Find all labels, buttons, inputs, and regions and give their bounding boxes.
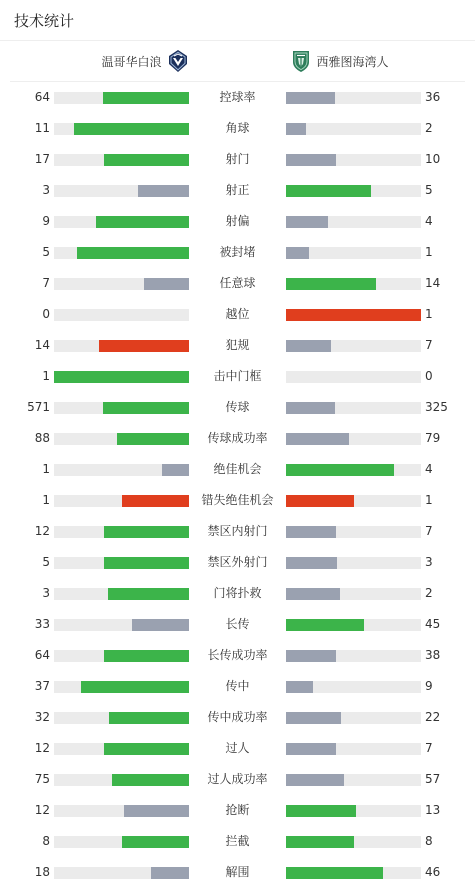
home-bar-track bbox=[54, 309, 189, 321]
away-bar-fill bbox=[286, 526, 336, 538]
home-bar-fill bbox=[77, 247, 189, 259]
away-bar-track bbox=[286, 247, 421, 259]
home-value: 12 bbox=[34, 524, 50, 538]
stat-row bbox=[0, 237, 475, 268]
home-bar-track bbox=[54, 681, 189, 693]
stat-row bbox=[0, 795, 475, 826]
away-value: 9 bbox=[425, 679, 433, 693]
away-value: 1 bbox=[425, 493, 433, 507]
away-bar-track bbox=[286, 185, 421, 197]
stat-label: 传中 bbox=[225, 679, 250, 693]
home-bar-fill bbox=[112, 774, 189, 786]
away-bar-track bbox=[286, 743, 421, 755]
away-bar-track bbox=[286, 495, 421, 507]
away-bar-fill bbox=[286, 867, 383, 879]
stat-row bbox=[0, 609, 475, 640]
stat-row bbox=[0, 113, 475, 144]
away-bar-fill bbox=[286, 402, 335, 414]
home-bar-fill bbox=[54, 371, 189, 383]
home-value: 88 bbox=[34, 431, 50, 445]
stat-label: 传球 bbox=[225, 400, 250, 414]
stat-row bbox=[0, 764, 475, 795]
stat-label: 越位 bbox=[225, 307, 250, 321]
away-bar-fill bbox=[286, 588, 340, 600]
away-bar-fill bbox=[286, 340, 331, 352]
home-bar-track bbox=[54, 92, 189, 104]
home-bar-fill bbox=[103, 92, 189, 104]
home-bar-track bbox=[54, 464, 189, 476]
home-bar-fill bbox=[104, 743, 189, 755]
home-bar-fill bbox=[144, 278, 189, 290]
away-value: 7 bbox=[425, 338, 433, 352]
away-bar-fill bbox=[286, 309, 421, 321]
home-bar-track bbox=[54, 526, 189, 538]
home-bar-fill bbox=[103, 402, 189, 414]
home-value: 1 bbox=[42, 462, 50, 476]
home-bar-track bbox=[54, 743, 189, 755]
home-value: 75 bbox=[34, 772, 50, 786]
stat-row bbox=[0, 392, 475, 423]
home-team[interactable] bbox=[101, 41, 187, 81]
home-bar-fill bbox=[109, 712, 189, 724]
home-value: 37 bbox=[34, 679, 50, 693]
home-bar-track bbox=[54, 278, 189, 290]
header bbox=[0, 0, 475, 41]
home-bar-fill bbox=[122, 495, 190, 507]
stat-row bbox=[0, 826, 475, 857]
home-value: 12 bbox=[34, 803, 50, 817]
home-value: 11 bbox=[34, 121, 50, 135]
stat-row bbox=[0, 857, 475, 888]
away-value: 10 bbox=[425, 152, 441, 166]
away-bar-fill bbox=[286, 278, 376, 290]
away-bar-track bbox=[286, 774, 421, 786]
home-bar-fill bbox=[117, 433, 189, 445]
home-bar-track bbox=[54, 805, 189, 817]
stat-label: 击中门框 bbox=[213, 369, 262, 383]
away-bar-track bbox=[286, 681, 421, 693]
stat-label: 被封堵 bbox=[219, 245, 256, 259]
home-value: 14 bbox=[34, 338, 50, 352]
away-bar-track bbox=[286, 216, 421, 228]
stat-label: 犯规 bbox=[225, 338, 250, 352]
stat-label: 传中成功率 bbox=[207, 710, 268, 724]
away-value: 7 bbox=[425, 524, 433, 538]
home-bar-track bbox=[54, 836, 189, 848]
home-value: 12 bbox=[34, 741, 50, 755]
away-value: 325 bbox=[425, 400, 448, 414]
away-bar-track bbox=[286, 309, 421, 321]
stat-row bbox=[0, 144, 475, 175]
stat-row bbox=[0, 175, 475, 206]
stat-label: 过人成功率 bbox=[207, 772, 268, 786]
home-bar-track bbox=[54, 619, 189, 631]
away-bar-track bbox=[286, 433, 421, 445]
home-bar-track bbox=[54, 340, 189, 352]
stat-label: 任意球 bbox=[219, 276, 256, 290]
away-value: 79 bbox=[425, 431, 441, 445]
home-bar-fill bbox=[108, 588, 189, 600]
stat-label: 拦截 bbox=[225, 834, 250, 848]
away-value: 2 bbox=[425, 586, 433, 600]
away-team-name: 西雅图海湾人 bbox=[316, 54, 389, 69]
away-team[interactable] bbox=[291, 41, 389, 81]
away-value: 5 bbox=[425, 183, 433, 197]
stat-row bbox=[0, 485, 475, 516]
away-bar-track bbox=[286, 402, 421, 414]
home-bar-fill bbox=[99, 340, 189, 352]
stat-row bbox=[0, 361, 475, 392]
stat-row bbox=[0, 547, 475, 578]
away-bar-fill bbox=[286, 433, 349, 445]
home-bar-fill bbox=[104, 650, 189, 662]
stats-list bbox=[0, 82, 475, 888]
away-bar-fill bbox=[286, 495, 354, 507]
stat-label: 长传 bbox=[225, 617, 250, 631]
away-value: 4 bbox=[425, 462, 433, 476]
stat-label: 长传成功率 bbox=[207, 648, 268, 662]
away-value: 7 bbox=[425, 741, 433, 755]
away-bar-track bbox=[286, 123, 421, 135]
stat-label: 角球 bbox=[225, 121, 250, 135]
stat-label: 射门 bbox=[225, 152, 250, 166]
home-value: 5 bbox=[42, 555, 50, 569]
away-bar-fill bbox=[286, 712, 341, 724]
home-bar-fill bbox=[104, 154, 189, 166]
home-bar-track bbox=[54, 185, 189, 197]
away-value: 22 bbox=[425, 710, 441, 724]
away-value: 8 bbox=[425, 834, 433, 848]
away-bar-track bbox=[286, 805, 421, 817]
home-value: 8 bbox=[42, 834, 50, 848]
home-value: 64 bbox=[34, 648, 50, 662]
away-bar-fill bbox=[286, 92, 335, 104]
away-bar-fill bbox=[286, 123, 306, 135]
home-bar-track bbox=[54, 216, 189, 228]
away-value: 57 bbox=[425, 772, 441, 786]
home-bar-fill bbox=[81, 681, 189, 693]
stat-row bbox=[0, 733, 475, 764]
page-title: 技术统计 bbox=[14, 12, 75, 30]
stat-label: 抢断 bbox=[225, 803, 250, 817]
home-bar-fill bbox=[104, 526, 189, 538]
home-value: 571 bbox=[27, 400, 50, 414]
stat-row bbox=[0, 640, 475, 671]
stat-label: 解围 bbox=[225, 865, 250, 879]
home-bar-fill bbox=[96, 216, 189, 228]
home-bar-track bbox=[54, 650, 189, 662]
home-bar-track bbox=[54, 433, 189, 445]
away-bar-fill bbox=[286, 774, 344, 786]
away-bar-track bbox=[286, 464, 421, 476]
away-value: 45 bbox=[425, 617, 441, 631]
away-bar-fill bbox=[286, 805, 356, 817]
home-bar-track bbox=[54, 247, 189, 259]
away-value: 36 bbox=[425, 90, 441, 104]
away-bar-track bbox=[286, 867, 421, 879]
home-value: 0 bbox=[42, 307, 50, 321]
away-value: 14 bbox=[425, 276, 441, 290]
away-bar-fill bbox=[286, 619, 364, 631]
away-bar-fill bbox=[286, 681, 313, 693]
away-value: 0 bbox=[425, 369, 433, 383]
home-value: 64 bbox=[34, 90, 50, 104]
home-bar-track bbox=[54, 371, 189, 383]
away-bar-fill bbox=[286, 247, 309, 259]
away-bar-fill bbox=[286, 557, 337, 569]
away-bar-fill bbox=[286, 650, 336, 662]
away-bar-fill bbox=[286, 836, 354, 848]
stat-row bbox=[0, 330, 475, 361]
home-bar-track bbox=[54, 123, 189, 135]
stat-label: 射正 bbox=[225, 183, 250, 197]
home-bar-track bbox=[54, 402, 189, 414]
seattle-sounders-crest-icon bbox=[291, 49, 311, 73]
away-value: 4 bbox=[425, 214, 433, 228]
home-bar-fill bbox=[132, 619, 189, 631]
stat-label: 过人 bbox=[225, 741, 250, 755]
stat-label: 控球率 bbox=[219, 90, 256, 104]
home-bar-fill bbox=[122, 836, 190, 848]
vancouver-whitecaps-crest-icon bbox=[168, 49, 188, 73]
away-bar-fill bbox=[286, 743, 336, 755]
home-value: 18 bbox=[34, 865, 50, 879]
away-bar-fill bbox=[286, 154, 336, 166]
away-bar-track bbox=[286, 371, 421, 383]
away-bar-fill bbox=[286, 464, 394, 476]
away-value: 38 bbox=[425, 648, 441, 662]
stat-label: 门将扑救 bbox=[213, 586, 262, 600]
stat-label: 射偏 bbox=[225, 214, 250, 228]
away-bar-track bbox=[286, 588, 421, 600]
stat-row bbox=[0, 671, 475, 702]
stat-row bbox=[0, 454, 475, 485]
away-bar-track bbox=[286, 278, 421, 290]
away-bar-track bbox=[286, 650, 421, 662]
home-bar-track bbox=[54, 495, 189, 507]
home-bar-fill bbox=[138, 185, 189, 197]
home-bar-fill bbox=[124, 805, 189, 817]
stat-row bbox=[0, 423, 475, 454]
stat-row bbox=[0, 299, 475, 330]
away-value: 3 bbox=[425, 555, 433, 569]
away-value: 13 bbox=[425, 803, 441, 817]
away-value: 2 bbox=[425, 121, 433, 135]
home-bar-track bbox=[54, 557, 189, 569]
home-bar-track bbox=[54, 774, 189, 786]
away-value: 1 bbox=[425, 307, 433, 321]
stat-label: 传球成功率 bbox=[207, 431, 268, 445]
stat-row bbox=[0, 578, 475, 609]
stat-row bbox=[0, 82, 475, 113]
home-team-name: 温哥华白浪 bbox=[101, 54, 162, 69]
away-value: 1 bbox=[425, 245, 433, 259]
home-bar-fill bbox=[104, 557, 189, 569]
stat-label: 错失绝佳机会 bbox=[201, 493, 274, 507]
home-bar-fill bbox=[151, 867, 189, 879]
away-bar-track bbox=[286, 92, 421, 104]
home-value: 5 bbox=[42, 245, 50, 259]
home-value: 33 bbox=[34, 617, 50, 631]
home-value: 1 bbox=[42, 493, 50, 507]
home-value: 7 bbox=[42, 276, 50, 290]
home-value: 1 bbox=[42, 369, 50, 383]
home-value: 17 bbox=[34, 152, 50, 166]
home-value: 3 bbox=[42, 183, 50, 197]
stat-row bbox=[0, 206, 475, 237]
away-bar-track bbox=[286, 712, 421, 724]
stat-label: 禁区内射门 bbox=[207, 524, 268, 538]
team-header bbox=[10, 41, 465, 82]
away-bar-track bbox=[286, 154, 421, 166]
away-bar-fill bbox=[286, 185, 371, 197]
home-value: 32 bbox=[34, 710, 50, 724]
away-bar-track bbox=[286, 557, 421, 569]
away-bar-track bbox=[286, 340, 421, 352]
stat-row bbox=[0, 702, 475, 733]
home-bar-fill bbox=[74, 123, 189, 135]
home-bar-track bbox=[54, 867, 189, 879]
away-value: 46 bbox=[425, 865, 441, 879]
away-bar-track bbox=[286, 526, 421, 538]
stat-row bbox=[0, 268, 475, 299]
away-bar-fill bbox=[286, 216, 328, 228]
stat-label: 禁区外射门 bbox=[207, 555, 268, 569]
stat-row bbox=[0, 516, 475, 547]
stat-label: 绝佳机会 bbox=[213, 462, 262, 476]
home-bar-track bbox=[54, 154, 189, 166]
home-bar-track bbox=[54, 588, 189, 600]
home-bar-track bbox=[54, 712, 189, 724]
home-bar-fill bbox=[162, 464, 189, 476]
away-bar-track bbox=[286, 836, 421, 848]
home-value: 9 bbox=[42, 214, 50, 228]
home-value: 3 bbox=[42, 586, 50, 600]
away-bar-track bbox=[286, 619, 421, 631]
